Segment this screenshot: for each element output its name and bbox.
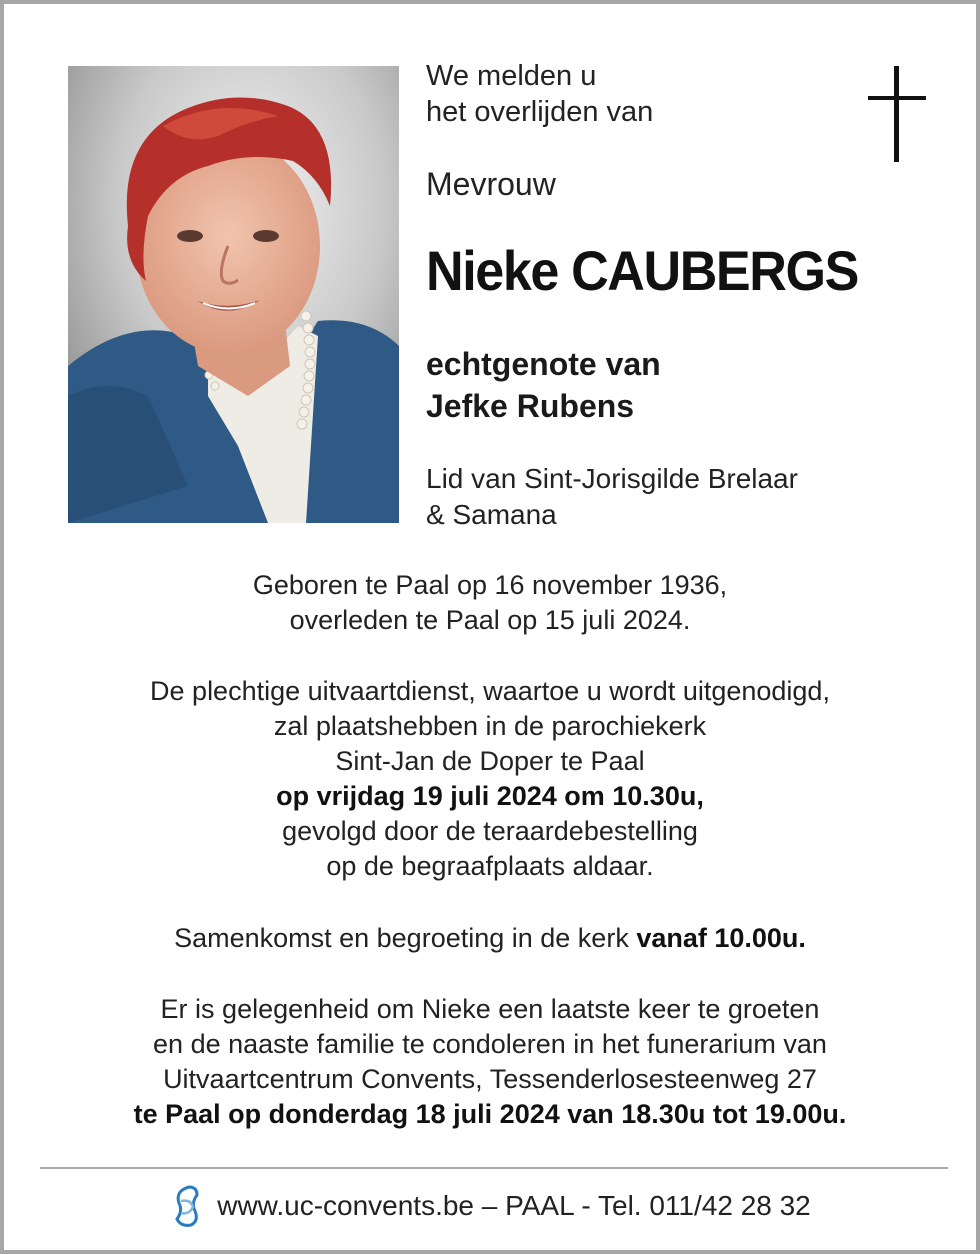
membership-line-2: & Samana — [426, 499, 557, 530]
visit-line-3: Uitvaartcentrum Convents, Tessenderlosesteenweg 27 — [163, 1064, 817, 1094]
portrait-illustration — [68, 66, 399, 523]
deceased-name: Nieke CAUBERGS — [426, 239, 858, 302]
footer-contact: www.uc-convents.be – PAAL - Tel. 011/42 28 32 — [217, 1190, 811, 1221]
membership-line-1: Lid van Sint-Jorisgilde Brelaar — [426, 463, 798, 494]
footer-divider — [40, 1167, 948, 1169]
meeting-info — [4, 921, 976, 956]
announcement-intro — [426, 58, 653, 130]
service-line-5: gevolgd door de teraardebestelling — [282, 816, 698, 846]
service-line-2: zal plaatshebben in de parochiekerk — [273, 711, 707, 741]
born-line: Geboren te Paal op 16 november 1936, — [252, 570, 728, 600]
honorific: Mevrouw — [426, 166, 556, 202]
visit-date: te Paal op donderdag 18 juli 2024 van 18.30u tot 19.00u. — [133, 1099, 847, 1129]
funeral-service-info — [4, 674, 976, 884]
visit-line-1: Er is gelegenheid om Nieke een laatste keer te groeten — [160, 994, 820, 1024]
service-date: op vrijdag 19 juli 2024 om 10.30u, — [276, 781, 704, 811]
cross-icon — [868, 66, 926, 162]
birth-death-info — [4, 568, 976, 638]
service-line-6: op de begraafplaats aldaar. — [326, 851, 654, 881]
meeting-time: vanaf 10.00u. — [636, 923, 806, 953]
spouse-line-2: Jefke Rubens — [426, 388, 635, 424]
died-line: overleden te Paal op 15 juli 2024. — [289, 605, 691, 635]
visitation-info — [4, 992, 976, 1132]
footer — [4, 1182, 976, 1230]
funeral-home-logo-icon — [169, 1183, 203, 1229]
service-line-1: De plechtige uitvaartdienst, waartoe u wordt uitgenodigd, — [150, 676, 830, 706]
intro-line-2: het overlijden van — [426, 96, 654, 128]
intro-line-1: We melden u — [426, 60, 597, 92]
portrait-photo — [68, 66, 399, 523]
spouse-line-1: echtgenote van — [426, 346, 661, 382]
meeting-text: Samenkomst en begroeting in de kerk — [174, 923, 637, 953]
service-line-3: Sint-Jan de Doper te Paal — [335, 746, 645, 776]
spouse-info — [426, 343, 661, 427]
visit-line-2: en de naaste familie te condoleren in het funerarium van — [153, 1029, 827, 1059]
membership-info — [426, 461, 798, 533]
